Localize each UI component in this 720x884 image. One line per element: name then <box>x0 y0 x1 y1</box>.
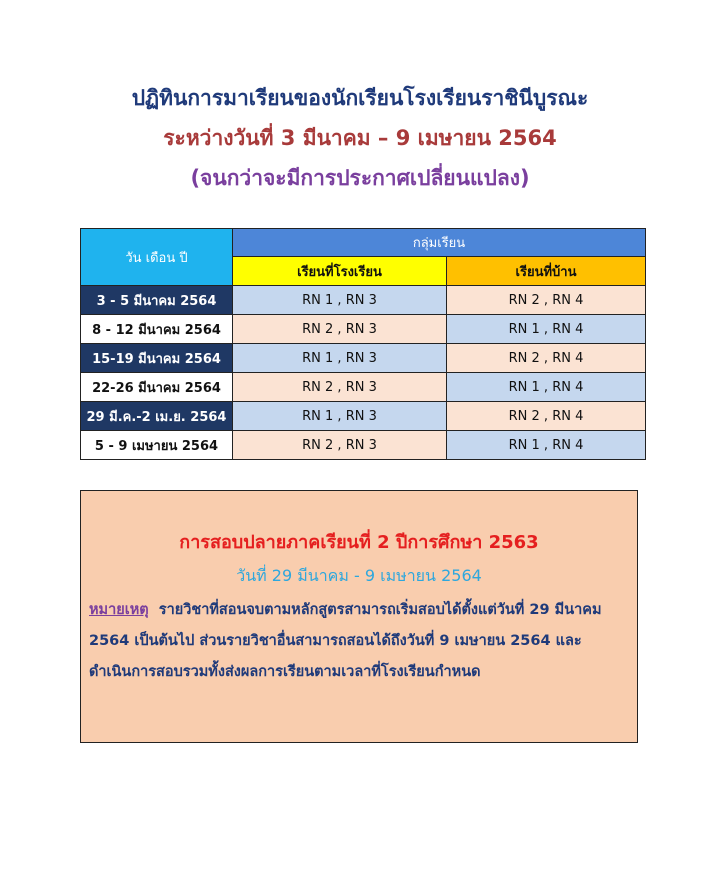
table-row <box>81 373 646 402</box>
page-title: ปฏิทินการมาเรียนของนักเรียนโรงเรียนราชินีบูรณะ <box>131 86 589 110</box>
row-school-groups: RN 2 , RN 3 <box>233 315 447 344</box>
table-row <box>81 402 646 431</box>
home-column-header: เรียนที่บ้าน <box>447 257 646 286</box>
row-home-groups: RN 1 , RN 4 <box>447 431 646 460</box>
school-column-header: เรียนที่โรงเรียน <box>233 257 447 286</box>
row-date: 8 - 12 มีนาคม 2564 <box>81 315 233 344</box>
remark-line-2: 2564 เป็นต้นไป ส่วนรายวิชาอื่นสามารถสอนได้ถึงวันที่ 9 เมษายน 2564 และ <box>89 633 582 649</box>
row-home-groups: RN 1 , RN 4 <box>447 373 646 402</box>
row-home-groups: RN 2 , RN 4 <box>447 402 646 431</box>
row-date: 29 มี.ค.-2 เม.ย. 2564 <box>81 402 233 431</box>
row-date: 3 - 5 มีนาคม 2564 <box>81 286 233 315</box>
table-row <box>81 286 646 315</box>
row-date: 5 - 9 เมษายน 2564 <box>81 431 233 460</box>
row-home-groups: RN 2 , RN 4 <box>447 286 646 315</box>
exam-notice-box <box>80 490 638 743</box>
remark-line-1 <box>89 595 634 626</box>
row-school-groups: RN 1 , RN 3 <box>233 402 447 431</box>
row-date: 15-19 มีนาคม 2564 <box>81 344 233 373</box>
exam-dates: วันที่ 29 มีนาคม - 9 เมษายน 2564 <box>236 566 482 585</box>
row-school-groups: RN 1 , RN 3 <box>233 286 447 315</box>
group-column-header: กลุ่มเรียน <box>233 229 646 257</box>
remark-label: หมายเหตุ <box>89 602 149 618</box>
schedule-table <box>80 228 646 460</box>
row-school-groups: RN 1 , RN 3 <box>233 344 447 373</box>
table-header-row <box>81 229 646 257</box>
row-home-groups: RN 1 , RN 4 <box>447 315 646 344</box>
remark-text-1: รายวิชาที่สอนจบตามหลักสูตรสามารถเริ่มสอบได้ตั้งแต่วันที่ 29 มีนาคม <box>148 602 602 618</box>
date-column-header: วัน เดือน ปี <box>81 229 233 286</box>
period-subtitle: ระหว่างวันที่ 3 มีนาคม – 9 เมษายน 2564 <box>163 126 557 150</box>
exam-title: การสอบปลายภาคเรียนที่ 2 ปีการศึกษา 2563 <box>179 532 539 553</box>
notice-subtitle: (จนกว่าจะมีการประกาศเปลี่ยนแปลง) <box>190 166 530 190</box>
row-home-groups: RN 2 , RN 4 <box>447 344 646 373</box>
table-row <box>81 344 646 373</box>
exam-remark <box>89 595 634 688</box>
row-school-groups: RN 2 , RN 3 <box>233 431 447 460</box>
table-row <box>81 431 646 460</box>
remark-line-3: ดำเนินการสอบรวมทั้งส่งผลการเรียนตามเวลาที่โรงเรียนกำหนด <box>89 664 481 680</box>
row-date: 22-26 มีนาคม 2564 <box>81 373 233 402</box>
row-school-groups: RN 2 , RN 3 <box>233 373 447 402</box>
table-row <box>81 315 646 344</box>
